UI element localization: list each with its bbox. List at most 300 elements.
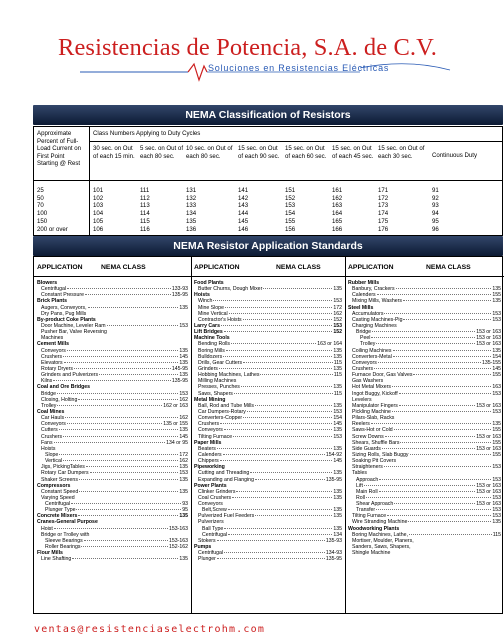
nema-class-value: 135-95 — [325, 476, 342, 483]
application-name: Woodworking Plants — [348, 525, 400, 532]
nema-class-value: 153 — [492, 507, 501, 514]
column-header — [348, 264, 501, 276]
nema-class-value: 162 — [333, 310, 342, 317]
application-name: Bulldozers — [198, 353, 223, 360]
nema-class-value: 135 — [179, 347, 188, 354]
nema-class-value: 153 — [492, 316, 501, 323]
application-name: Shingle Machine — [352, 550, 391, 557]
class-number-cell: 145 — [238, 217, 249, 225]
class-number-cell: 101 — [93, 187, 104, 194]
nema-class-value: 163 or 164 — [317, 341, 342, 348]
nema-class-value: 145 — [333, 421, 342, 428]
nema-class-value: 134-93 — [325, 550, 342, 557]
class-number-cell: 105 — [93, 217, 104, 225]
application-name: Flour Mills — [37, 550, 63, 557]
nema-class-value: 134 — [333, 531, 342, 538]
class-number-cell: 176 — [378, 225, 389, 233]
application-name: Conveyors — [41, 421, 66, 428]
nema-class-value: 155 — [492, 292, 501, 299]
nema-class-value: 135 — [492, 519, 501, 526]
nema-class-value: 162 — [179, 458, 188, 465]
class-number-cell: 132 — [186, 194, 197, 202]
application-name: Coal Crushers — [198, 494, 232, 501]
application-name: Stokers — [198, 537, 216, 544]
class-number-cell: 173 — [378, 202, 389, 210]
application-name: Drills, Gear Cutters — [198, 359, 243, 366]
nema-class-value: 153 — [333, 322, 342, 329]
application-name: Clinker Grinders — [198, 488, 236, 495]
application-name: Main Roll — [356, 488, 378, 495]
nema-class-value: 145 — [179, 433, 188, 440]
application-name: Casting Machines-Pig — [352, 316, 403, 323]
application-name: Rotary Dryers — [41, 365, 73, 372]
application-name: Door Machine, Leveler Ram — [41, 322, 106, 329]
nema-class-value: 154 — [492, 353, 501, 360]
column-header — [37, 264, 188, 276]
application-name: Bridge or Trolley with — [41, 531, 90, 538]
application-name: Chippers — [198, 458, 219, 465]
class-number-cell: 115 — [140, 217, 150, 225]
nema-class-value: 135 — [179, 427, 188, 434]
nema-class-value: 155 — [492, 439, 501, 446]
duty-cycle-header: 15 sec. on Out of each 30 sec. — [378, 145, 425, 160]
application-name: Jigs, PickingTables — [41, 464, 85, 471]
class-number-cell: 164 — [332, 210, 343, 218]
application-name: Crushers — [198, 421, 220, 428]
class-number-cell: 92 — [432, 194, 439, 202]
nema-class-value: 153 — [333, 433, 342, 440]
duty-cycle-header: 30 sec. on Out of each 15 min. — [93, 145, 135, 160]
nema-class-value: 153 or 163 — [476, 433, 501, 440]
nema-class-value: 135 — [333, 402, 342, 409]
application-name: Manipulator Fingers — [352, 402, 398, 409]
application-name: Compressors — [37, 482, 71, 489]
application-name: Mine Slope — [198, 304, 224, 311]
class-number-cell: 116 — [140, 225, 150, 233]
nema-class-value: 162 — [179, 396, 188, 403]
application-name: Boring Machines, Lathe, — [352, 531, 408, 538]
application-name: Belt,Screw — [202, 507, 227, 514]
class-number-cell: 155 — [285, 217, 296, 225]
application-name: Approach — [356, 476, 379, 483]
application-name: Car Hauls — [41, 415, 65, 422]
application-name: Contractor's Hoists — [198, 316, 242, 323]
application-name: Plunger Type — [45, 507, 76, 514]
duty-cycle-header: 15 sec. on Out of each 45 sec. — [332, 145, 374, 160]
nema-class-value: 135 — [333, 525, 342, 532]
nema-class-value: 95 — [182, 507, 188, 514]
nema-class-value: 153 — [492, 494, 501, 501]
application-name: Car Dumpers-Rotary — [198, 408, 246, 415]
nema-class-value: 135 — [333, 513, 342, 520]
application-name: Side Guards — [352, 445, 381, 452]
class-number-cell: 136 — [186, 225, 197, 233]
class-number-cell: 151 — [285, 187, 296, 194]
application-name: Conveyors — [41, 347, 66, 354]
nema-class-header: NEMA CLASS — [426, 264, 471, 271]
nema-class-value: 115 — [492, 531, 501, 538]
nema-class-value: 135-93 — [325, 537, 342, 544]
nema-class-value: 135 — [333, 507, 342, 514]
application-name: Pumps — [194, 544, 212, 551]
class-number-cell: 94 — [432, 210, 439, 218]
class-number-cell: 93 — [432, 202, 439, 210]
nema-class-value: 135 — [179, 513, 188, 520]
company-subtitle: Soluciones en Resistencias Eléctricas — [208, 63, 390, 73]
class-number-cell: 142 — [238, 194, 249, 202]
nema-class-value: 155 — [492, 427, 501, 434]
application-name: Trolley — [41, 402, 57, 409]
nema-class-value: 135 — [179, 476, 188, 483]
application-name: Peel — [360, 335, 371, 342]
application-name: Tables — [352, 470, 367, 477]
nema-class-value: 135 — [179, 556, 188, 563]
application-name: Cranes-General Purpose — [37, 519, 98, 526]
application-name: Machines — [41, 335, 64, 342]
application-name: Food Plants — [194, 280, 224, 286]
nema-class-value: 152 — [333, 316, 342, 323]
nema-class-value: 115 — [333, 390, 342, 397]
nema-class-header: NEMA CLASS — [101, 264, 146, 271]
application-name: Cement Mills — [37, 341, 69, 348]
nema-class-value: 153 or 163 — [476, 488, 501, 495]
application-name: Conveyors — [198, 501, 223, 508]
percent-current-cell: 70 — [37, 202, 44, 210]
nema-class-value: 135-95 — [171, 378, 188, 385]
application-name: Roller Bearings — [45, 544, 81, 551]
application-header: APPLICATION — [348, 264, 394, 271]
application-name: Straighteners — [352, 464, 383, 471]
application-name: Pulverized Fuel Feeders — [198, 513, 255, 520]
class-number-cell: 103 — [93, 202, 104, 210]
application-name: Shears, Shuffle Bars — [352, 439, 400, 446]
nema-class-value: 135 — [179, 359, 188, 366]
application-name: By-product Coke Plants — [37, 316, 96, 323]
class-number-cell: 95 — [432, 217, 439, 225]
application-header: APPLICATION — [194, 264, 240, 271]
nema-class-value: 153 — [492, 408, 501, 415]
application-name: Presses, Punches — [198, 384, 240, 391]
application-name: Accumulators — [352, 310, 384, 317]
application-name: Ball Type — [202, 525, 224, 532]
nema-class-value: 135 — [333, 488, 342, 495]
application-name: Dry Pans, Pug Mills — [41, 310, 87, 317]
nema-class-value: 135 — [492, 286, 501, 293]
class-number-cell: 172 — [378, 194, 389, 202]
application-name: Banbury, Crackers — [352, 286, 395, 293]
class-number-cell: 131 — [186, 187, 197, 194]
nema-class-value: 135 — [492, 347, 501, 354]
application-name: Rotary Car Dumpers — [41, 470, 89, 477]
application-name: Larry Cars — [194, 322, 220, 329]
class-number-cell: 152 — [285, 194, 296, 202]
application-name: Elevators — [41, 359, 63, 366]
nema-class-value: 153 — [492, 390, 501, 397]
nema-class-value: 135 or 155 — [163, 421, 188, 428]
nema-class-value: 153 or 163 — [476, 482, 501, 489]
application-name: Rubber Mills — [348, 280, 380, 286]
application-name: Shaker Screens — [41, 476, 78, 483]
class-number-cell: 133 — [186, 202, 197, 210]
application-name: Screw Downs — [352, 433, 384, 440]
nema-class-value: 153-163 — [168, 537, 188, 544]
nema-class-value: 135 — [333, 427, 342, 434]
nema-class-value: 153 — [492, 464, 501, 471]
class-number-cell: 91 — [432, 187, 439, 194]
nema-class-value: 135 — [333, 353, 342, 360]
application-name: Tilting Furnace — [352, 513, 387, 520]
nema-class-value: 153 or 163 — [476, 402, 501, 409]
application-name: Roll — [356, 494, 365, 501]
percent-current-cell: 150 — [37, 217, 48, 225]
application-name: Grinders — [198, 365, 218, 372]
class-number-cell: 102 — [93, 194, 104, 202]
application-name: Varying Speed — [41, 494, 75, 501]
nema-class-value: 153 — [492, 476, 501, 483]
application-name: Grinders and Pulverizers — [41, 372, 99, 379]
application-name: Concrete Mixers — [37, 513, 78, 520]
duty-cycle-header: Continuous Duty — [432, 152, 478, 159]
application-name: Pilars-Slab, Racks — [352, 415, 395, 422]
class-number-cell: 153 — [285, 202, 296, 210]
nema-class-value: 153 — [333, 298, 342, 305]
application-name: Plunger — [198, 556, 216, 563]
nema-class-value: 115 — [333, 359, 342, 366]
application-name: Constant Speed — [41, 488, 79, 495]
percent-current-cell: 200 or over — [37, 225, 68, 233]
application-name: Hoists — [194, 292, 210, 299]
application-name: Mixing Mills, Washers — [352, 298, 402, 305]
application-name: Mortiser, Moulder, Planers, — [352, 537, 414, 544]
nema-class-value: 135 — [492, 298, 501, 305]
nema-class-value: 135 — [333, 365, 342, 372]
nema-class-value: 135 — [333, 470, 342, 477]
nema-class-value: 145 — [492, 365, 501, 372]
class-number-cell: 156 — [285, 225, 296, 233]
class-number-cell: 104 — [93, 210, 104, 218]
application-name: Trolley — [360, 341, 376, 348]
application-name: Metal Mining — [194, 396, 226, 403]
class-number-cell: 144 — [238, 210, 249, 218]
application-name: Cutters — [41, 427, 58, 434]
application-name: Conveyors — [198, 427, 223, 434]
application-name: Lift — [356, 482, 363, 489]
application-name: Mine Vertical — [198, 310, 228, 317]
class-number-cell: 135 — [186, 217, 197, 225]
application-name: Fans — [41, 439, 53, 446]
application-name: Converters-Copper — [198, 415, 243, 422]
class-number-cell: 114 — [140, 210, 150, 218]
application-name: Bridge — [41, 390, 56, 397]
application-name: Crushers — [41, 433, 63, 440]
application-name: Centrifugal — [45, 501, 71, 508]
application-name: Sanders, Saws, Shapers, — [352, 544, 411, 551]
application-name: Centrifugal — [202, 531, 228, 538]
nema-class-value: 135 — [333, 384, 342, 391]
nema-class-value: 172 — [179, 451, 188, 458]
application-name: Crushers — [41, 353, 63, 360]
nema-class-value: 135 — [492, 421, 501, 428]
nema-class-value: 135 — [179, 488, 188, 495]
nema-class-value: 135 — [179, 464, 188, 471]
contact-email[interactable]: ventas@resistenciaselectrohm.com — [34, 624, 266, 635]
nema-class-value: 135-95 — [325, 556, 342, 563]
nema-class-value: 152 — [333, 329, 342, 336]
application-name: Line Shafting — [41, 556, 72, 563]
application-name: Lift Bridges — [194, 329, 223, 336]
application-name: Ingot Buggy, Kickoff — [352, 390, 398, 397]
application-name: Saws-Hot or Cold — [352, 427, 393, 434]
nema-class-value: 162 or 163 — [163, 402, 188, 409]
nema-classification-table — [33, 126, 503, 236]
nema-class-value: 135 — [333, 286, 342, 293]
nema-class-value: 153 or 163 — [476, 445, 501, 452]
application-name: Hot Metal Mixers — [352, 384, 391, 391]
application-row — [194, 556, 342, 562]
application-name: Centrifugal — [198, 550, 224, 557]
application-name: Blowers — [37, 280, 58, 286]
nema-class-value: 135 — [179, 304, 188, 311]
application-name: Furnace Door, Gas Valves — [352, 372, 413, 379]
application-name: Crushers — [352, 365, 374, 372]
application-name: Pusher Bar, Valve Reversing — [41, 329, 107, 336]
nema-class-value: 115 — [333, 372, 342, 379]
application-name: Winch — [198, 298, 213, 305]
nema-class-value: 172 — [333, 304, 342, 311]
nema-class-value: 135 — [333, 347, 342, 354]
nema-class-value: 133-93 — [171, 286, 188, 293]
nema-class-value: 135-155 — [481, 359, 501, 366]
application-row — [348, 550, 501, 556]
nema-class-value: 153 — [179, 390, 188, 397]
application-name: Hobbing Machines, Lathes — [198, 372, 260, 379]
group-header: Class Numbers Applying to Duty Cycles — [93, 130, 201, 137]
class-number-cell: 111 — [140, 187, 150, 194]
nema-class-value: 135 — [333, 445, 342, 452]
application-name: Pipeworking — [194, 464, 225, 471]
nema-class-value: 152-162 — [168, 544, 188, 551]
application-name: Centrifugal — [41, 286, 67, 293]
application-name: Coal and Ore Bridges — [37, 384, 91, 391]
application-name: Shear Approach — [356, 501, 394, 508]
nema-class-value: 153 — [492, 310, 501, 317]
class-number-cell: 143 — [238, 202, 249, 210]
class-number-cell: 106 — [93, 225, 104, 233]
application-name: Gas Washers — [352, 378, 384, 385]
first-col-header: Approximate Percent of Full-Load Current on First Point Starting @ Rest — [37, 130, 82, 167]
nema-classification-title: NEMA Classification of Resistors — [33, 105, 503, 125]
nema-class-value: 155 — [492, 451, 501, 458]
application-name: Closing, Holting — [41, 396, 78, 403]
application-name: Butter Churns, Dough Mixer — [198, 286, 263, 293]
application-name: Pickling Machine — [352, 408, 391, 415]
nema-class-value: 134 or 95 — [166, 439, 188, 446]
nema-class-value: 153 — [333, 408, 342, 415]
class-number-cell: 96 — [432, 225, 439, 233]
nema-class-value: 154-92 — [325, 451, 342, 458]
class-number-cell: 154 — [285, 210, 296, 218]
class-number-cell: 175 — [378, 217, 389, 225]
class-number-cell: 113 — [140, 202, 150, 210]
application-name: Kilns — [41, 378, 53, 385]
class-number-cell: 161 — [332, 187, 343, 194]
application-name: Boring Mills — [198, 347, 225, 354]
application-name: Calenders — [352, 292, 376, 299]
class-number-cell: 174 — [378, 210, 389, 218]
application-name: Power Plants — [194, 482, 227, 489]
nema-class-header: NEMA CLASS — [276, 264, 321, 271]
application-header: APPLICATION — [37, 264, 83, 271]
duty-cycle-header: 5 sec. on Out of each 80 sec. — [140, 145, 184, 160]
application-name: Bridge — [356, 329, 371, 336]
nema-class-value: 154 — [333, 415, 342, 422]
nema-class-value: 163 — [492, 384, 501, 391]
percent-current-cell: 50 — [37, 194, 44, 202]
application-name: Sleeve Bearings — [45, 537, 83, 544]
class-number-cell: 141 — [238, 187, 249, 194]
application-name: Calenders — [198, 451, 222, 458]
percent-current-cell: 100 — [37, 210, 48, 218]
application-standards-table — [33, 256, 503, 614]
application-name: Bending Rolls — [198, 341, 231, 348]
application-name: Coiling Machines — [352, 347, 392, 354]
application-name: Paper Mills — [194, 439, 222, 446]
nema-class-value: 135 — [179, 372, 188, 379]
class-number-cell: 166 — [332, 225, 343, 233]
nema-class-value: 153 — [179, 322, 188, 329]
application-name: Saws, Shapers — [198, 390, 233, 397]
application-name: Reelers — [352, 421, 370, 428]
application-name: Levelers — [352, 396, 372, 403]
application-name: Tilting Furnace — [198, 433, 233, 440]
nema-class-value: 135-95 — [171, 292, 188, 299]
application-row — [37, 556, 188, 562]
application-name: Conveyors — [352, 359, 377, 366]
duty-cycle-header: 15 sec. on Out of each 60 sec. — [285, 145, 327, 160]
application-name: Cutting and Threading — [198, 470, 250, 477]
application-name: Beaters — [198, 445, 216, 452]
nema-class-value: 135 — [333, 494, 342, 501]
application-name: Constant Pressure — [41, 292, 84, 299]
nema-class-value: 145 — [179, 353, 188, 360]
nema-class-value: 153 or 163 — [476, 329, 501, 336]
nema-class-value: 153 or 163 — [476, 501, 501, 508]
class-number-cell: 171 — [378, 187, 389, 194]
duty-cycle-header: 10 sec. on Out of each 80 sec. — [186, 145, 233, 160]
application-name: Expanding and Flanging — [198, 476, 254, 483]
application-name: Machine Tools — [194, 335, 230, 342]
application-name: Vertical — [45, 458, 63, 465]
application-name: Hoist — [41, 525, 53, 532]
class-number-cell: 134 — [186, 210, 197, 218]
application-name: Milling Machines — [198, 378, 237, 385]
application-name: Coal Mines — [37, 408, 65, 415]
class-number-cell: 112 — [140, 194, 150, 202]
nema-class-value: 145-95 — [171, 365, 188, 372]
application-name: Hoists — [41, 445, 56, 452]
application-name: Brick Plants — [37, 298, 67, 305]
nema-class-value: 93 — [182, 501, 188, 508]
duty-cycle-header: 15 sec. on Out of each 90 sec. — [238, 145, 280, 160]
nema-class-value: 153 or 163 — [476, 335, 501, 342]
nema-class-value: 153 or 163 — [476, 341, 501, 348]
application-name: Slope — [45, 451, 59, 458]
nema-class-value: 162 — [179, 415, 188, 422]
nema-class-value: 153 — [492, 513, 501, 520]
class-number-cell: 146 — [238, 225, 249, 233]
nema-class-value: 155 — [492, 372, 501, 379]
application-name: Soaking Pit Covers — [352, 458, 397, 465]
